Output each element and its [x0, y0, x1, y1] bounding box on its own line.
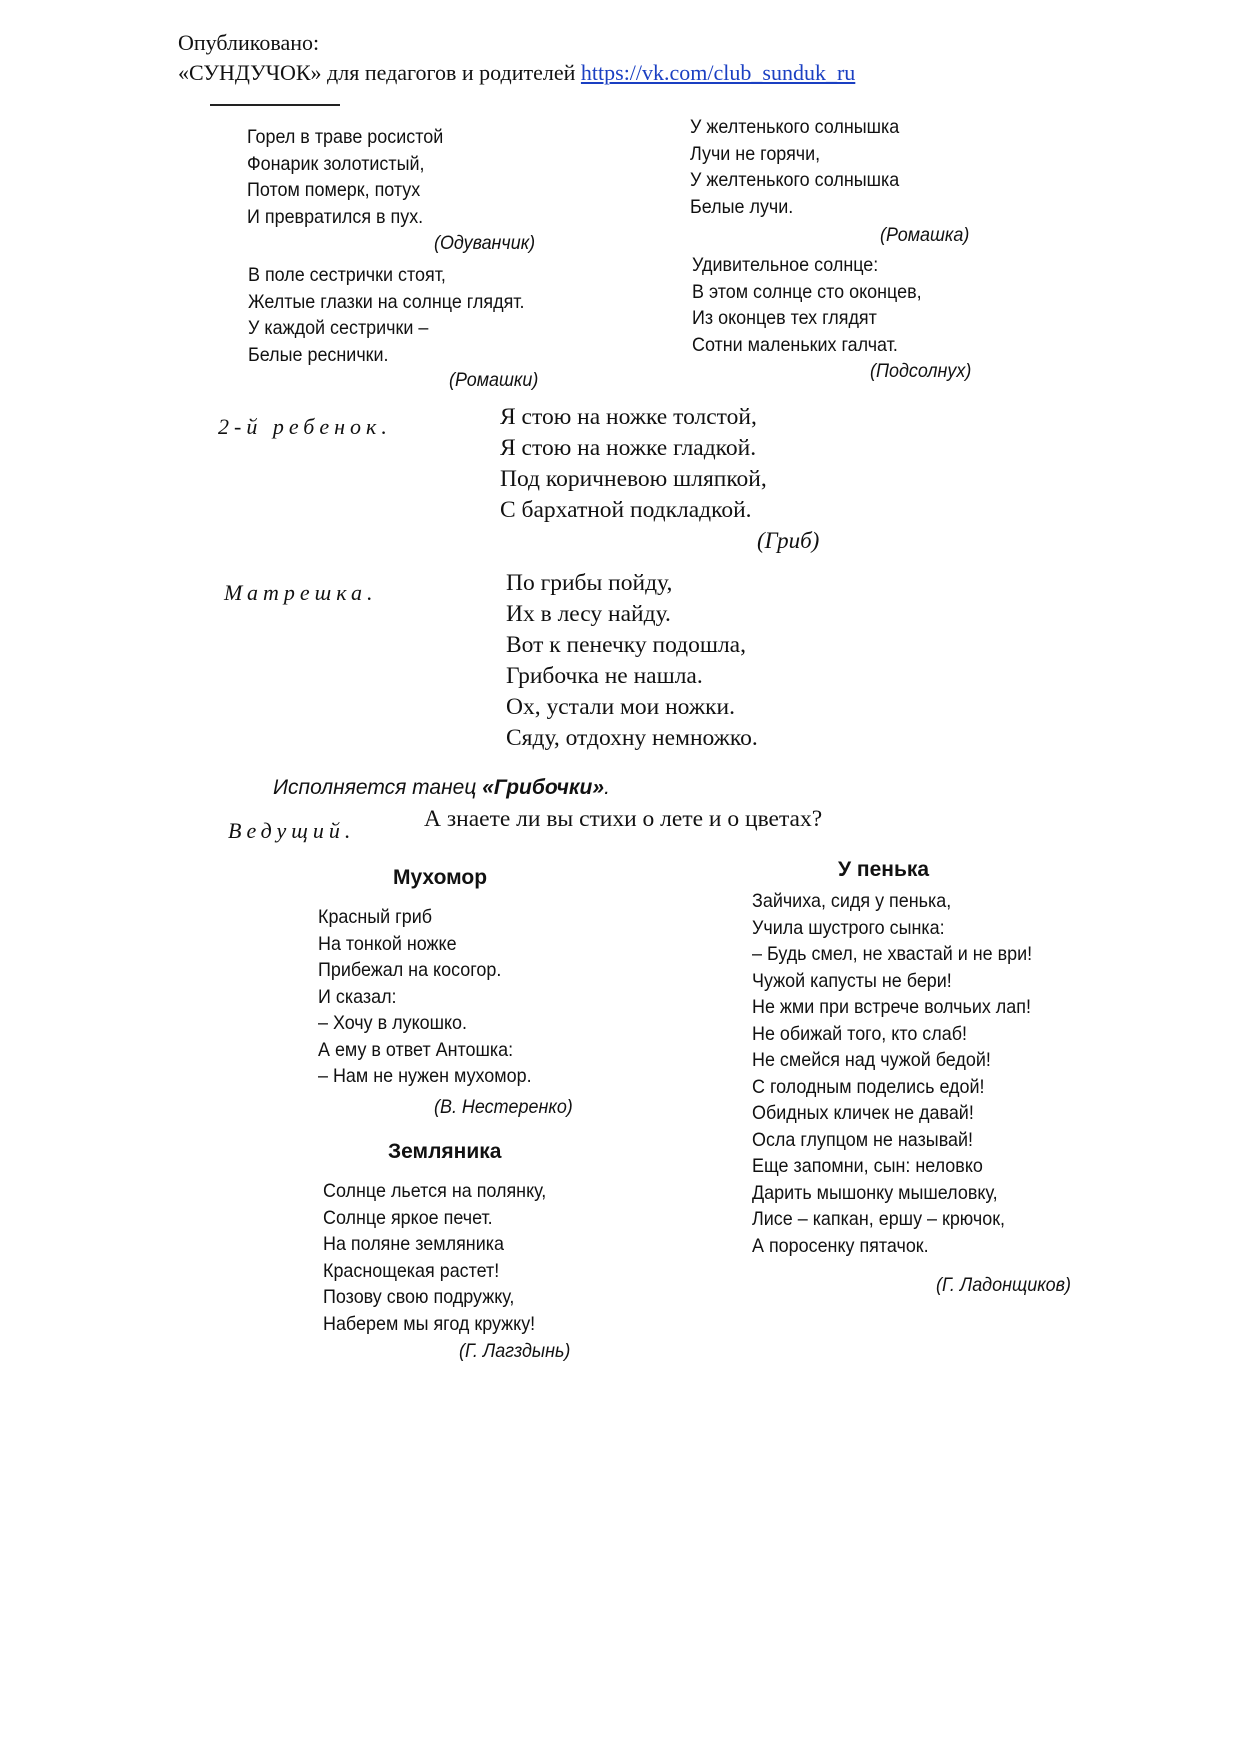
verse-line: Зайчиха, сидя у пенька, [752, 890, 952, 912]
verse-line: Под коричневою шляпкой, [500, 466, 767, 492]
verse-line: Я стою на ножке толстой, [500, 404, 757, 430]
verse-line: Учила шустрого сынка: [752, 916, 945, 939]
verse-line: Из оконцев тех глядят [692, 307, 877, 329]
published-label: Опубликовано: [178, 30, 320, 55]
riddle-answer: (Ромашки) [449, 369, 539, 391]
verse-line: Белые реснички. [248, 343, 389, 366]
mushroom-riddle [500, 402, 767, 526]
verse-line: Не жми при встрече волчьих лап! [752, 996, 1031, 1018]
riddle-sunflower [692, 252, 922, 358]
poem-title: Земляника [388, 1140, 502, 1163]
source-line [178, 58, 855, 88]
verse-line: Солнце яркое печет. [323, 1206, 493, 1229]
verse-line: Фонарик золотистый, [247, 152, 425, 175]
verse-line: – Будь смел, не хвастай и не ври! [752, 943, 1033, 965]
verse-line: Чужой капусты не бери! [752, 969, 952, 992]
verse-line: Потом померк, потух [247, 179, 421, 201]
verse-line: Я стою на ножке гладкой. [500, 435, 757, 461]
verse-line: Позову свою подружку, [323, 1286, 515, 1308]
speaker-label: 2-й ребенок. [218, 414, 392, 439]
verse-line: На поляне земляника [323, 1233, 504, 1255]
poem-title: Мухомор [393, 866, 488, 889]
verse-line: У желтенького солнышка [690, 116, 900, 138]
verse-line: Не смейся над чужой бедой! [752, 1049, 991, 1071]
verse-line: Лучи не горячи, [690, 142, 821, 165]
verse-line: Еще запомни, сын: неловко [752, 1155, 983, 1177]
verse-line: Желтые глазки на солнце глядят. [248, 290, 525, 313]
poem-author: (Г. Лагздынь) [459, 1340, 571, 1362]
verse-line: Белые лучи. [690, 195, 794, 218]
verse-line: На тонкой ножке [318, 932, 457, 955]
verse-line: Ох, устали мои ножки. [506, 694, 735, 720]
stage-direction-end: . [604, 776, 610, 799]
verse-line: Вот к пенечку подошла, [506, 632, 746, 658]
source-text: «СУНДУЧОК» для педагогов и родителей [178, 60, 576, 85]
speaker-label: Матрешка. [224, 580, 378, 605]
verse-line: Наберем мы ягод кружку! [323, 1312, 536, 1335]
publication-header [178, 28, 855, 88]
verse-line: У желтенького солнышка [690, 169, 900, 191]
riddle-dandelion [247, 124, 443, 230]
verse-line: С голодным поделись едой! [752, 1075, 985, 1098]
verse-line: Сяду, отдохну немножко. [506, 725, 758, 751]
verse-line: Сотни маленьких галчат. [692, 333, 898, 356]
riddle-answer: (Ромашка) [880, 224, 970, 246]
stage-direction [273, 776, 610, 800]
verse-line: С бархатной подкладкой. [500, 497, 752, 523]
verse-line: По грибы пойду, [506, 570, 673, 596]
verse-line: Их в лесу найду. [506, 601, 671, 627]
riddle-answer: (Гриб) [757, 528, 820, 553]
verse-line: Удивительное солнце: [692, 254, 879, 276]
poem-title: У пенька [838, 858, 930, 881]
source-link[interactable]: https://vk.com/club_sunduk_ru [580, 60, 856, 85]
verse-line: Грибочка не нашла. [506, 663, 703, 689]
verse-line: – Хочу в лукошко. [318, 1012, 467, 1034]
verse-line: В этом солнце сто оконцев, [692, 280, 922, 303]
verse-line: Дарить мышонку мышеловку, [752, 1181, 998, 1204]
verse-line: Краснощекая растет! [323, 1259, 500, 1282]
verse-line: И сказал: [318, 985, 397, 1008]
verse-line: Не обижай того, кто слаб! [752, 1022, 967, 1045]
verse-line: А поросенку пятачок. [752, 1234, 929, 1257]
top-divider [210, 104, 340, 106]
verse-line: Лисе – капкан, ершу – крючок, [752, 1208, 1006, 1230]
verse-line: Горел в траве росистой [247, 126, 444, 148]
riddle-daisy [690, 114, 899, 220]
verse-line: И превратился в пух. [247, 205, 424, 228]
dance-name: «Грибочки» [482, 776, 605, 799]
riddle-answer: (Одуванчик) [434, 232, 536, 254]
poem-mukhomor [318, 904, 532, 1090]
poem-author: (Г. Ладонщиков) [936, 1274, 1071, 1296]
poem-zemlyanika [323, 1178, 546, 1337]
verse-line: А ему в ответ Антошка: [318, 1038, 514, 1061]
verse-line: Осла глупцом не называй! [752, 1128, 974, 1151]
matryoshka-verse [506, 568, 758, 754]
verse-line: Красный гриб [318, 906, 433, 928]
riddle-daisies [248, 262, 525, 368]
verse-line: – Нам не нужен мухомор. [318, 1065, 532, 1087]
stage-direction-text: Исполняется танец [273, 776, 483, 799]
host-line: А знаете ли вы стихи о лете и о цветах? [424, 806, 823, 832]
speaker-label: Ведущий. [228, 818, 356, 843]
verse-line: Солнце льется на полянку, [323, 1180, 547, 1202]
poem-u-penka [752, 888, 1032, 1259]
poem-author: (В. Нестеренко) [434, 1096, 573, 1118]
verse-line: Обидных кличек не давай! [752, 1102, 974, 1124]
verse-line: У каждой сестрички – [248, 317, 429, 339]
riddle-answer: (Подсолнух) [870, 360, 972, 382]
verse-line: Прибежал на косогор. [318, 959, 502, 981]
verse-line: В поле сестрички стоят, [248, 264, 446, 286]
